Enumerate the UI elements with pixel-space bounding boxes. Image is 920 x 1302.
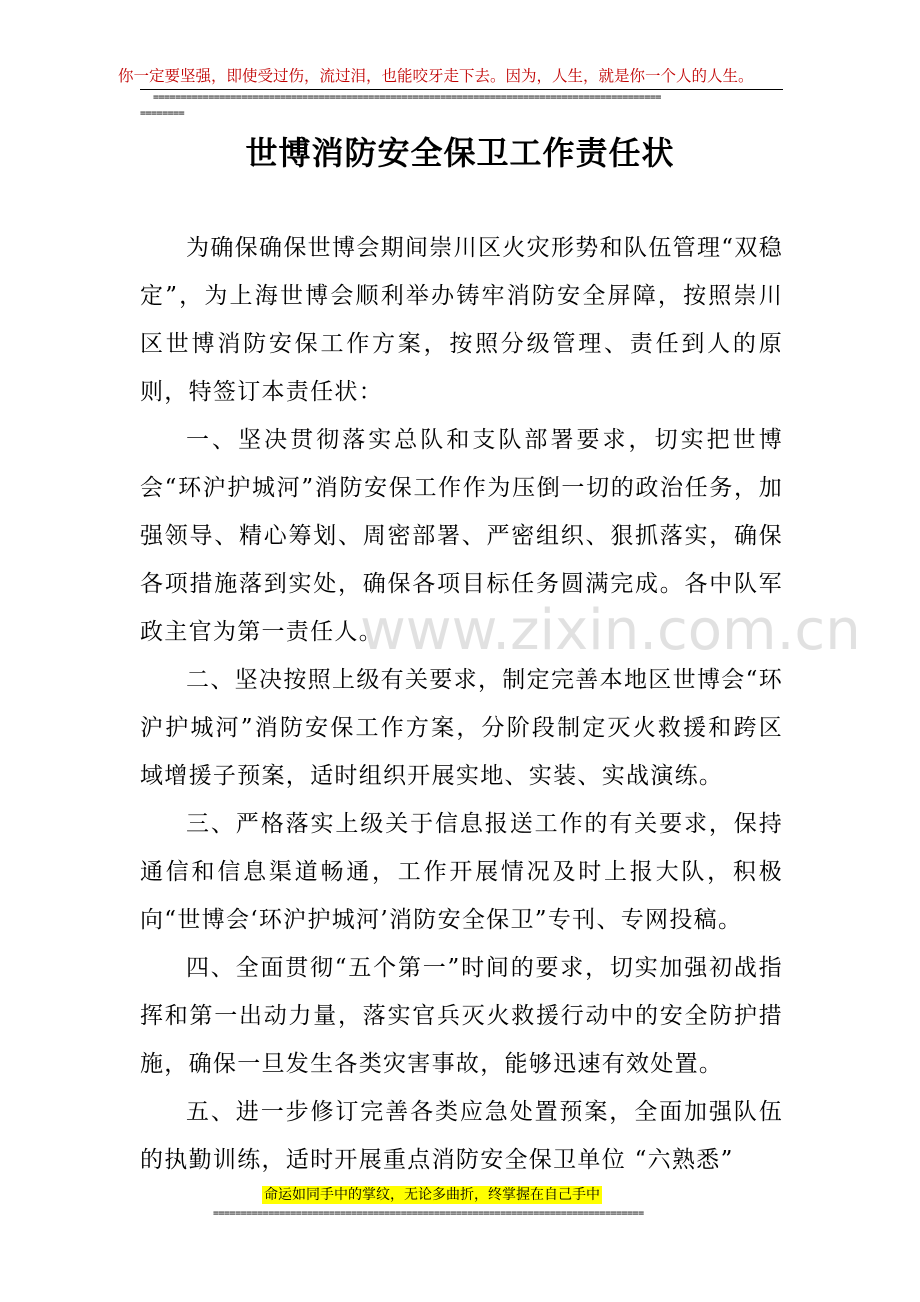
- clause-3-paragraph: 三、严格落实上级关于信息报送工作的有关要求，保持通信和信息渠道畅通，工作开展情况及时上报大队，积极向“世博会‘环沪护城河’消防安全保卫”专刊、专网投稿。: [140, 811, 783, 933]
- header-decorative-line: ============================================================================================: [153, 92, 661, 103]
- footer-decorative-line: ==============================================================================: [213, 1208, 644, 1219]
- document-body: [140, 224, 783, 1184]
- clause-2-paragraph: 二、坚决按照上级有关要求，制定完善本地区世博会“环沪护城河”消防安保工作方案，分阶段制定灭火救援和跨区域增援子预案，适时组织开展实地、实装、实战演练。: [140, 667, 783, 789]
- header-divider: [140, 89, 783, 90]
- footer-quote: 命运如同手中的掌纹，无论多曲折，终掌握在自己手中: [264, 1187, 600, 1203]
- clause-4-paragraph: 四、全面贯彻“五个第一”时间的要求，切实加强初战指挥和第一出动力量，落实官兵灭火救援行动中的安全防护措施，确保一旦发生各类灾害事故，能够迅速有效处置。: [140, 955, 783, 1077]
- watermark: www.zixin.com.cn: [360, 598, 861, 663]
- clause-1-paragraph: 一、坚决贯彻落实总队和支队部署要求，切实把世博会“环沪护城河”消防安保工作作为压倒一切的政治任务，加强领导、精心筹划、周密部署、严密组织、狠抓落实，确保各项措施落到实处，确保各项目标任务圆满完成。各中队军政主官为第一责任人。: [140, 427, 783, 645]
- header-quote: 你一定要坚强，即使受过伤，流过泪，也能咬牙走下去。因为，人生，就是你一个人的人生。: [118, 67, 754, 85]
- document-title: 世博消防安全保卫工作责任状: [245, 134, 675, 172]
- clause-5-paragraph: 五、进一步修订完善各类应急处置预案，全面加强队伍的执勤训练，适时开展重点消防安全保卫单位 “六熟悉”: [140, 1099, 783, 1173]
- header-decorative-line-continued: ========: [140, 108, 185, 119]
- intro-paragraph: 为确保确保世博会期间崇川区火灾形势和队伍管理“双稳定”，为上海世博会顺利举办铸牢消防安全屏障，按照崇川区世博消防安保工作方案，按照分级管理、责任到人的原则，特签订本责任状：: [140, 235, 783, 405]
